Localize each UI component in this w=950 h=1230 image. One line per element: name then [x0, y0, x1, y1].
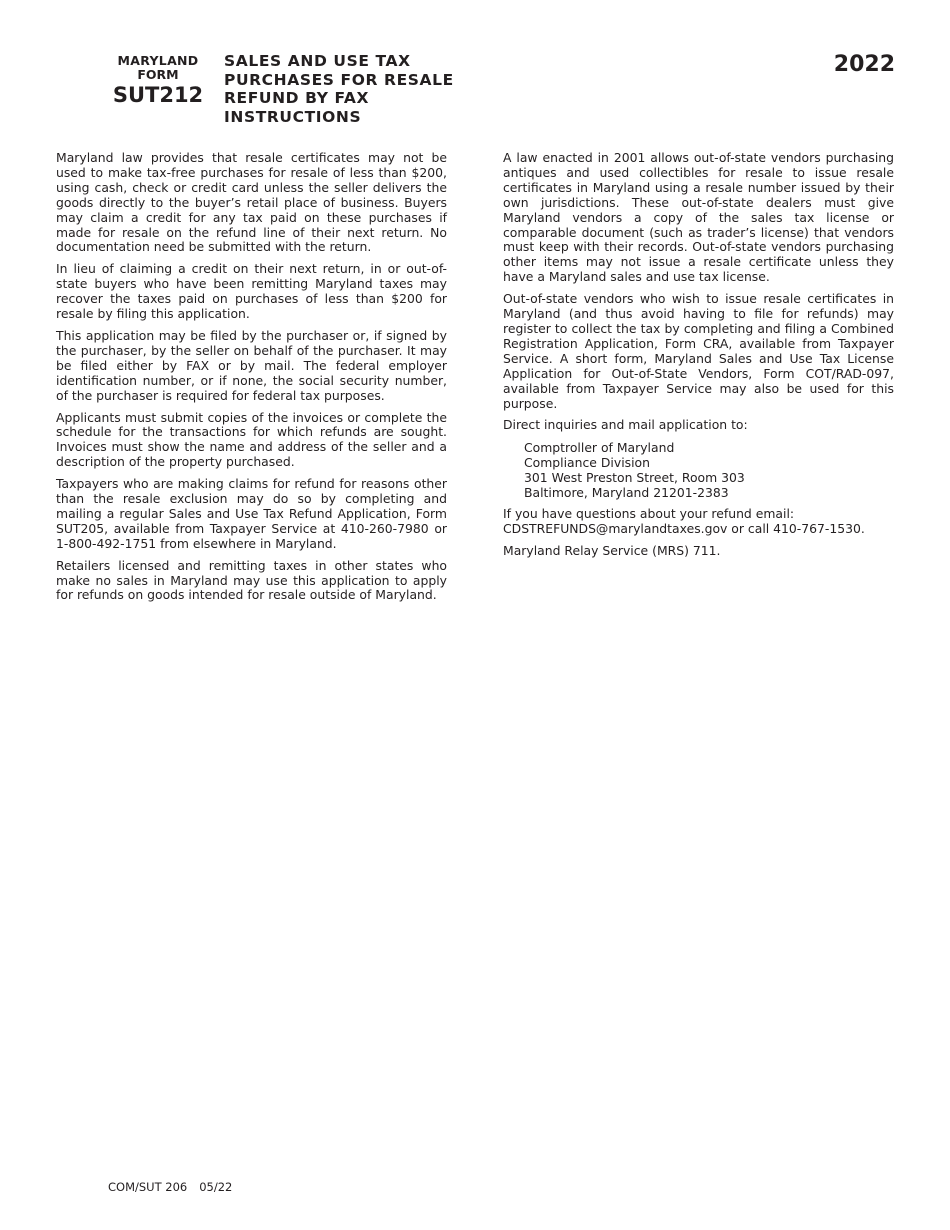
- paragraph-in-lieu-of-credit: In lieu of claiming a credit on their next return, in or out-of-state buyers who have been remitting Maryland taxes may recover the taxes paid on purchases of less than $200 for resale by filing this application.: [56, 261, 447, 322]
- paragraph-resale-certificate-law: Maryland law provides that resale certificates may not be used to make tax-free purchases for resale of less than $200, using cash, check or credit card unless the seller delivers the goods directly to the buyer’s retail place of business. Buyers may claim a credit for any tax paid on these purchases if made for resale on the refund line of their next return. No documentation need be submitted with the return.: [56, 150, 447, 255]
- footer-date: 05/22: [199, 1180, 233, 1194]
- paragraph-direct-inquiries: Direct inquiries and mail application to:: [503, 417, 748, 433]
- title-line: REFUND BY FAX: [224, 89, 370, 108]
- paragraph-relay-service: Maryland Relay Service (MRS) 711.: [503, 543, 721, 559]
- title-line: INSTRUCTIONS: [224, 108, 362, 127]
- refund-contact-email-phone: CDSTREFUNDS@marylandtaxes.gov or call 410-767-1530.: [503, 521, 865, 537]
- paragraph-register-to-collect: Out-of-state vendors who wish to issue resale certificates in Maryland (and thus avoid having to file for refunds) may register to collect the tax by completing and filing a Combined Registration Application, Form CRA, available from Taxpayer Service. A short form, Maryland Sales and Use Tax License Application for Out-of-State Vendors, Form COT/RAD-097, available from Taxpayer Service may also be used for this purpose.: [503, 291, 894, 411]
- state-label: MARYLAND: [117, 53, 199, 68]
- title-line: PURCHASES FOR RESALE: [224, 70, 454, 89]
- right-column: [503, 151, 894, 566]
- address-line: Baltimore, Maryland 21201-2383: [524, 485, 729, 501]
- address-line: Compliance Division: [524, 455, 650, 471]
- left-column: [56, 151, 447, 610]
- form-identifier: [106, 53, 210, 108]
- address-line: 301 West Preston Street, Room 303: [524, 470, 745, 486]
- footer-form-code: COM/SUT 206: [108, 1180, 188, 1194]
- page-title: [224, 52, 524, 127]
- paragraph-who-may-file: This application may be filed by the purchaser or, if signed by the purchaser, by the seller on behalf of the purchaser. It may be filed either by FAX or by mail. The federal employer identification number, or if none, the social security number, of the purchaser is required for federal tax purposes.: [56, 327, 447, 403]
- mailing-address: [524, 440, 894, 500]
- address-line: Comptroller of Maryland: [524, 440, 675, 456]
- refund-questions-text: If you have questions about your refund email:: [503, 506, 795, 522]
- tax-year: 2022: [833, 52, 895, 77]
- paragraph-refund-questions: [503, 507, 894, 537]
- paragraph-out-of-state-retailers: Retailers licensed and remitting taxes in other states who make no sales in Maryland may use this application to apply for refunds on goods intended for resale outside of Maryland.: [56, 557, 447, 603]
- title-line: SALES AND USE TAX: [224, 52, 411, 70]
- paragraph-other-claims: Taxpayers who are making claims for refund for reasons other than the resale exclusion may do so by completing and mailing a regular Sales and Use Tax Refund Application, Form SUT205, available from Taxpayer Service at 410-260-7980 or 1-800-492-1751 from elsewhere in Maryland.: [56, 476, 447, 551]
- paragraph-invoice-requirements: Applicants must submit copies of the invoices or complete the schedule for the transactions for which refunds are sought. Invoices must show the name and address of the seller and a description of the property purchased.: [56, 409, 447, 470]
- paragraph-2001-law: A law enacted in 2001 allows out-of-state vendors purchasing antiques and used collectibles for resale to issue resale certificates in Maryland using a resale number issued by their own jurisdictions. These out-of-state dealers must give Maryland vendors a copy of the sales tax license or comparable document (such as trader’s license) that vendors must keep with their records. Out-of-state vendors purchasing other items may not issue a resale certificate unless they have a Maryland sales and use tax license.: [503, 150, 894, 285]
- form-label: FORM: [137, 67, 179, 82]
- footer: [108, 1180, 232, 1194]
- form-number: SUT212: [112, 83, 204, 107]
